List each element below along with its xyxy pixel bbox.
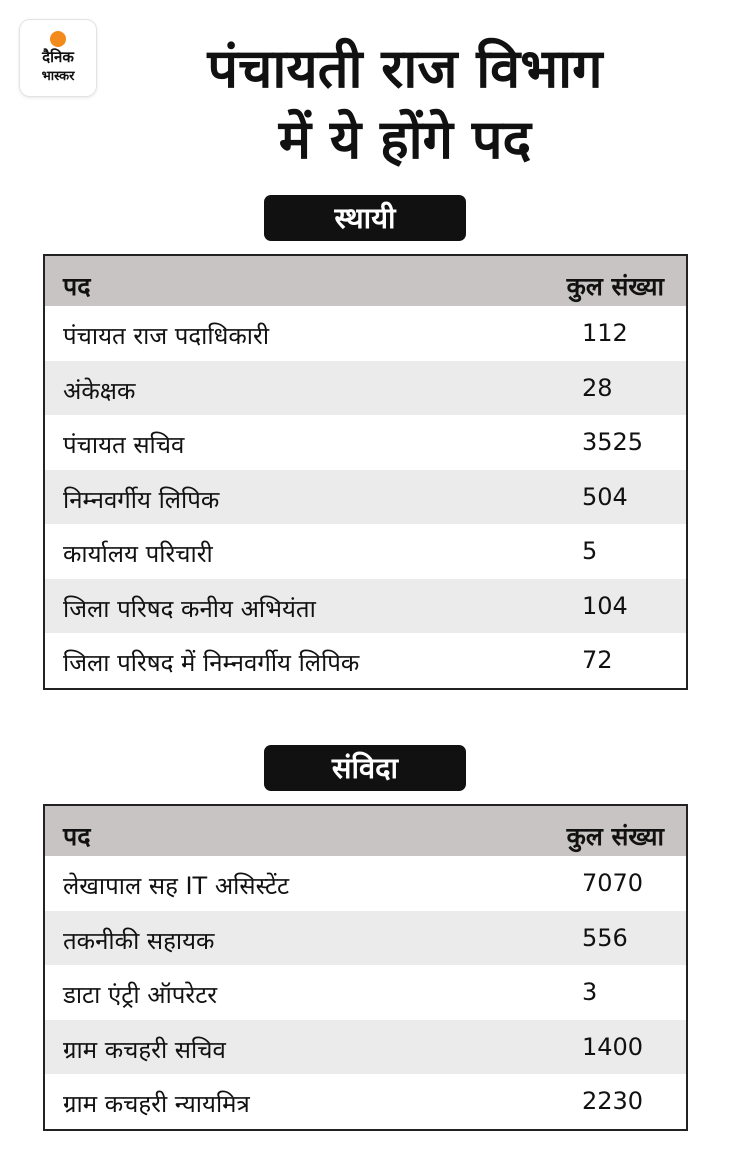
row-count: 104	[582, 591, 628, 620]
table-row	[45, 524, 686, 579]
table-row	[45, 633, 686, 688]
table-row	[45, 965, 686, 1020]
header-post: पद	[63, 272, 91, 301]
row-post: निम्नवर्गीय लिपिक	[63, 485, 220, 514]
table-row	[45, 415, 686, 470]
table-header	[45, 256, 686, 306]
header-post: पद	[63, 822, 91, 851]
page-title-line-1: पंचायती राज विभाग	[207, 37, 603, 100]
contract-posts-table	[43, 804, 688, 1131]
permanent-posts-table	[43, 254, 688, 690]
row-post: ग्राम कचहरी सचिव	[63, 1035, 226, 1064]
table-row	[45, 1074, 686, 1129]
table-row	[45, 470, 686, 525]
row-count: 7070	[582, 869, 644, 897]
row-post: कार्यालय परिचारी	[63, 540, 213, 568]
table-row	[45, 1020, 686, 1075]
row-post: पंचायत सचिव	[63, 431, 185, 459]
header-count: कुल संख्या	[566, 822, 664, 851]
dainik-bhaskar-logo	[20, 20, 96, 96]
row-count: 556	[582, 923, 628, 952]
row-post: तकनीकी सहायक	[63, 926, 215, 955]
table-header	[45, 806, 686, 856]
row-count: 2230	[582, 1087, 644, 1115]
sun-icon	[50, 31, 66, 47]
row-post: जिला परिषद कनीय अभियंता	[63, 594, 316, 623]
table-row	[45, 579, 686, 634]
row-count: 504	[582, 482, 628, 511]
row-post: पंचायत राज पदाधिकारी	[63, 322, 270, 350]
section-label-contract: संविदा	[264, 745, 466, 791]
row-count: 1400	[582, 1032, 644, 1061]
table-row	[45, 306, 686, 361]
row-post: अंकेक्षक	[63, 376, 136, 405]
page-title-line-2: में ये होंगे पद	[278, 108, 532, 171]
row-post: डाटा एंट्री ऑपरेटर	[63, 981, 218, 1009]
row-count: 112	[582, 319, 628, 347]
logo-line-2: भास्कर	[41, 69, 75, 84]
table-row	[45, 361, 686, 416]
row-count: 3	[582, 978, 598, 1006]
row-post: ग्राम कचहरी न्यायमित्र	[63, 1090, 250, 1118]
row-post: जिला परिषद में निम्नवर्गीय लिपिक	[63, 649, 360, 677]
row-count: 72	[582, 646, 613, 674]
row-count: 3525	[582, 428, 644, 456]
header-count: कुल संख्या	[566, 272, 664, 301]
row-post: लेखापाल सह IT असिस्टेंट	[63, 872, 290, 900]
section-label-permanent: स्थायी	[264, 195, 466, 241]
row-count: 5	[582, 537, 598, 565]
table-row	[45, 911, 686, 966]
table-row	[45, 856, 686, 911]
row-count: 28	[582, 373, 613, 402]
logo-line-1: दैनिक	[42, 48, 74, 66]
